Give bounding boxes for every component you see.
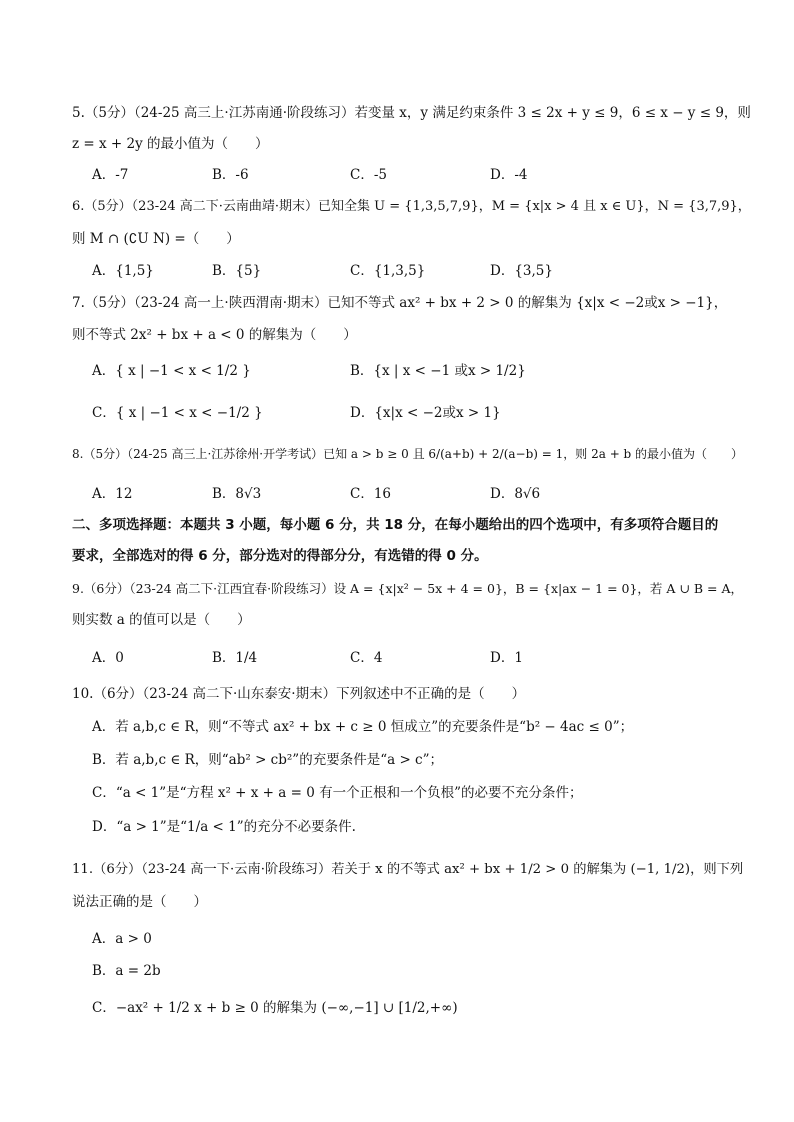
question-5-option-b: B．-6 <box>212 167 249 183</box>
question-6-option-d: D．{3,5} <box>490 263 553 279</box>
question-11-stem-line2: 说法正确的是（ ） <box>72 894 207 910</box>
question-9-option-b: B．1/4 <box>212 650 258 666</box>
question-10-option-b: B．若 a,b,c ∈ R，则“ab² > cb²”的充要条件是“a > c”； <box>92 752 444 768</box>
question-7-stem-line1: 7.（5分）（23-24 高一上·陕西渭南·期末）已知不等式 ax² + bx + 2 > 0 的解集为 {x|x < −2或x > −1}， <box>72 295 728 311</box>
question-9-stem-line1: 9.（6分）（23-24 高二下·江西宜春·阶段练习）设 A = {x|x² − 5x + 4 = 0}，B = {x|ax − 1 = 0}，若 A ∪ B = A， <box>72 581 743 596</box>
question-6-option-b: B．{5} <box>212 263 262 279</box>
question-11-option-c: C．−ax² + 1/2 x + b ≥ 0 的解集为 (−∞,−1] ∪ [1/2,+∞) <box>92 1000 458 1016</box>
question-9-option-d: D．1 <box>490 650 523 666</box>
question-10-stem: 10.（6分）（23-24 高二下·山东泰安·期末）下列叙述中不正确的是（ ） <box>72 686 526 702</box>
question-5-option-d: D．-4 <box>490 167 528 183</box>
question-5-option-a: A．-7 <box>92 167 129 183</box>
question-11-option-a: A．a > 0 <box>92 931 152 947</box>
question-7-option-b: B．{x | x < −1 或x > 1/2} <box>350 363 526 379</box>
question-5-stem-line2: z = x + 2y 的最小值为（ ） <box>72 136 269 152</box>
question-9-option-a: A．0 <box>92 650 124 666</box>
question-8-option-c: C．16 <box>350 486 392 502</box>
section-2-heading-line2: 要求，全部选对的得 6 分，部分选对的得部分分，有选错的得 0 分。 <box>72 548 488 564</box>
question-10-option-d: D．“a > 1”是“1/a < 1”的充分不必要条件. <box>92 819 356 835</box>
question-5-option-c: C．-5 <box>350 167 387 183</box>
question-7-option-a: A．{ x | −1 < x < 1/2 } <box>92 363 251 379</box>
question-11-option-b: B．a = 2b <box>92 963 161 979</box>
question-6-option-c: C．{1,3,5} <box>350 263 426 279</box>
question-10-option-c: C．“a < 1”是“方程 x² + x + a = 0 有一个正根和一个负根”的必要不充分条件； <box>92 785 583 801</box>
question-9-option-c: C．4 <box>350 650 383 666</box>
question-7-option-c: C．{ x | −1 < x < −1/2 } <box>92 405 263 421</box>
question-7-option-d: D．{x|x < −2或x > 1} <box>350 405 501 421</box>
question-9-stem-line2: 则实数 a 的值可以是（ ） <box>72 612 251 628</box>
question-6-option-a: A．{1,5} <box>92 263 154 279</box>
question-11-stem-line1: 11.（6分）（23-24 高一下·云南·阶段练习）若关于 x 的不等式 ax² + bx + 1/2 > 0 的解集为 (−1, 1/2)，则下列 <box>72 862 744 877</box>
question-6-stem-line2: 则 M ∩ (∁U N) =（ ） <box>72 231 240 247</box>
question-8-option-a: A．12 <box>92 486 133 502</box>
question-5-stem-line1: 5.（5分）（24-25 高三上·江苏南通·阶段练习）若变量 x，y 满足约束条件 3 ≤ 2x + y ≤ 9，6 ≤ x − y ≤ 9，则 <box>72 105 751 121</box>
question-7-stem-line2: 则不等式 2x² + bx + a < 0 的解集为（ ） <box>72 327 357 343</box>
question-10-option-a: A．若 a,b,c ∈ R，则“不等式 ax² + bx + c ≥ 0 恒成立”的充要条件是“b² − 4ac ≤ 0”； <box>92 719 634 735</box>
question-8-stem: 8.（5分）（24-25 高三上·江苏徐州·开学考试）已知 a > b ≥ 0 且 6/(a+b) + 2/(a−b) = 1，则 2a + b 的最小值为（ ） <box>72 447 744 461</box>
question-8-option-d: D．8√6 <box>490 486 541 502</box>
question-8-option-b: B．8√3 <box>212 486 262 502</box>
question-6-stem-line1: 6.（5分）（23-24 高二下·云南曲靖·期末）已知全集 U = {1,3,5,7,9}，M = {x|x > 4 且 x ∈ U}，N = {3,7,9}， <box>72 199 751 214</box>
section-2-heading-line1: 二、多项选择题：本题共 3 小题，每小题 6 分，共 18 分，在每小题给出的四个选项中，有多项符合题目的 <box>72 517 719 533</box>
